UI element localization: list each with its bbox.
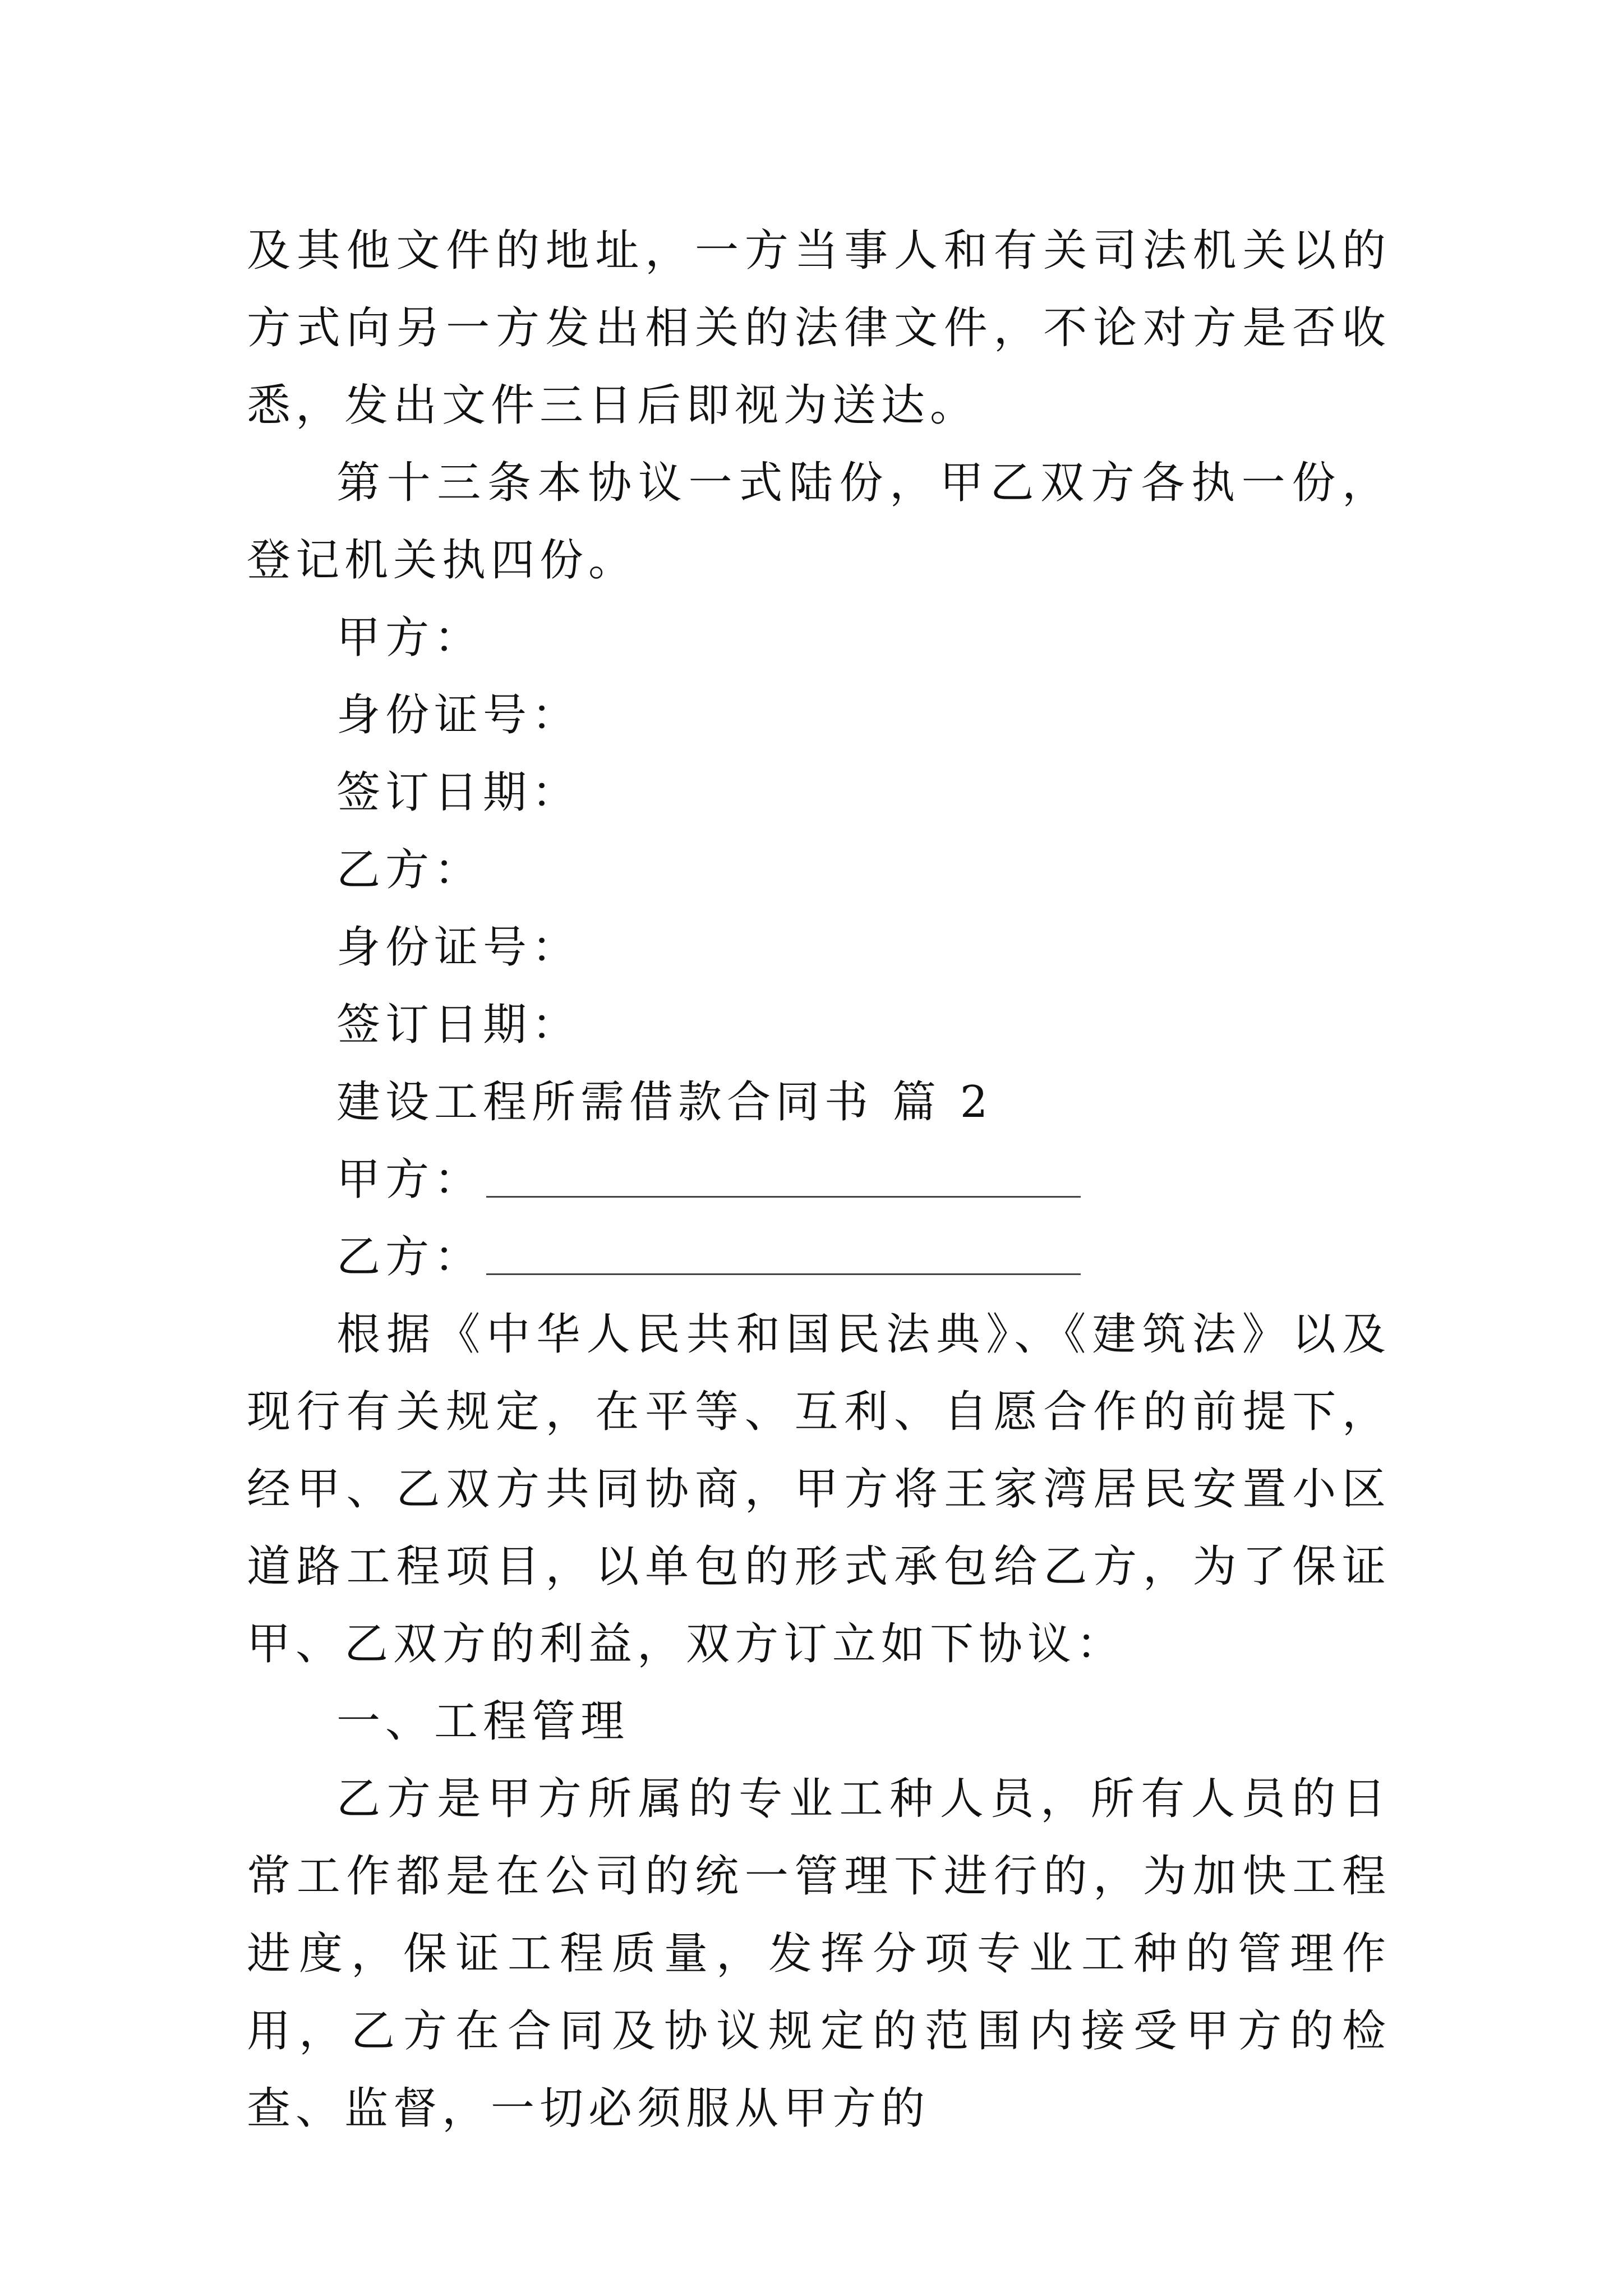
paragraph-article-13: 第十三条本协议一式陆份，甲乙双方各执一份，登记机关执四份。 bbox=[247, 458, 1391, 586]
section-2-number: 篇 2 bbox=[892, 1077, 993, 1128]
document-page bbox=[247, 212, 1391, 2147]
signature-id-b: 身份证号： bbox=[336, 922, 581, 973]
paragraph-basis: 根据《中华人民共和国民法典》、《建筑法》以及现行有关规定，在平等、互利、自愿合作的前提下，经甲、乙双方共同协商，甲方将王家湾居民安置小区道路工程项目，以单包的形式承包给乙方，为了保证甲、乙双方的利益，双方订立如下协议： bbox=[247, 1309, 1391, 1669]
signature-date-a: 签订日期： bbox=[336, 767, 581, 818]
party-b-label: 乙方： bbox=[336, 1232, 483, 1282]
paragraph-continuation: 及其他文件的地址，一方当事人和有关司法机关以的方式向另一方发出相关的法律文件，不论对方是否收悉，发出文件三日后即视为送达。 bbox=[247, 226, 1391, 431]
party-a-line bbox=[247, 1141, 1391, 1218]
signature-id-a: 身份证号： bbox=[336, 690, 581, 740]
heading-project-management: 一、工程管理 bbox=[336, 1696, 630, 1747]
party-a-blank bbox=[486, 1193, 1081, 1198]
party-a-label: 甲方： bbox=[336, 1154, 483, 1205]
party-b-blank bbox=[486, 1270, 1081, 1275]
party-b-line bbox=[247, 1218, 1391, 1296]
signature-party-b: 乙方： bbox=[336, 845, 483, 895]
paragraph-management: 乙方是甲方所属的专业工种人员，所有人员的日常工作都是在公司的统一管理下进行的，为加快工程进度，保证工程质量，发挥分项专业工种的管理作用，乙方在合同及协议规定的范围内接受甲方的检查、监督，一切必须服从甲方的 bbox=[247, 1774, 1391, 2134]
signature-party-a: 甲方： bbox=[336, 613, 483, 663]
section-2-title-line bbox=[247, 1064, 1391, 1141]
signature-date-b: 签订日期： bbox=[336, 1000, 581, 1050]
section-2-title: 建设工程所需借款合同书 bbox=[336, 1077, 874, 1128]
